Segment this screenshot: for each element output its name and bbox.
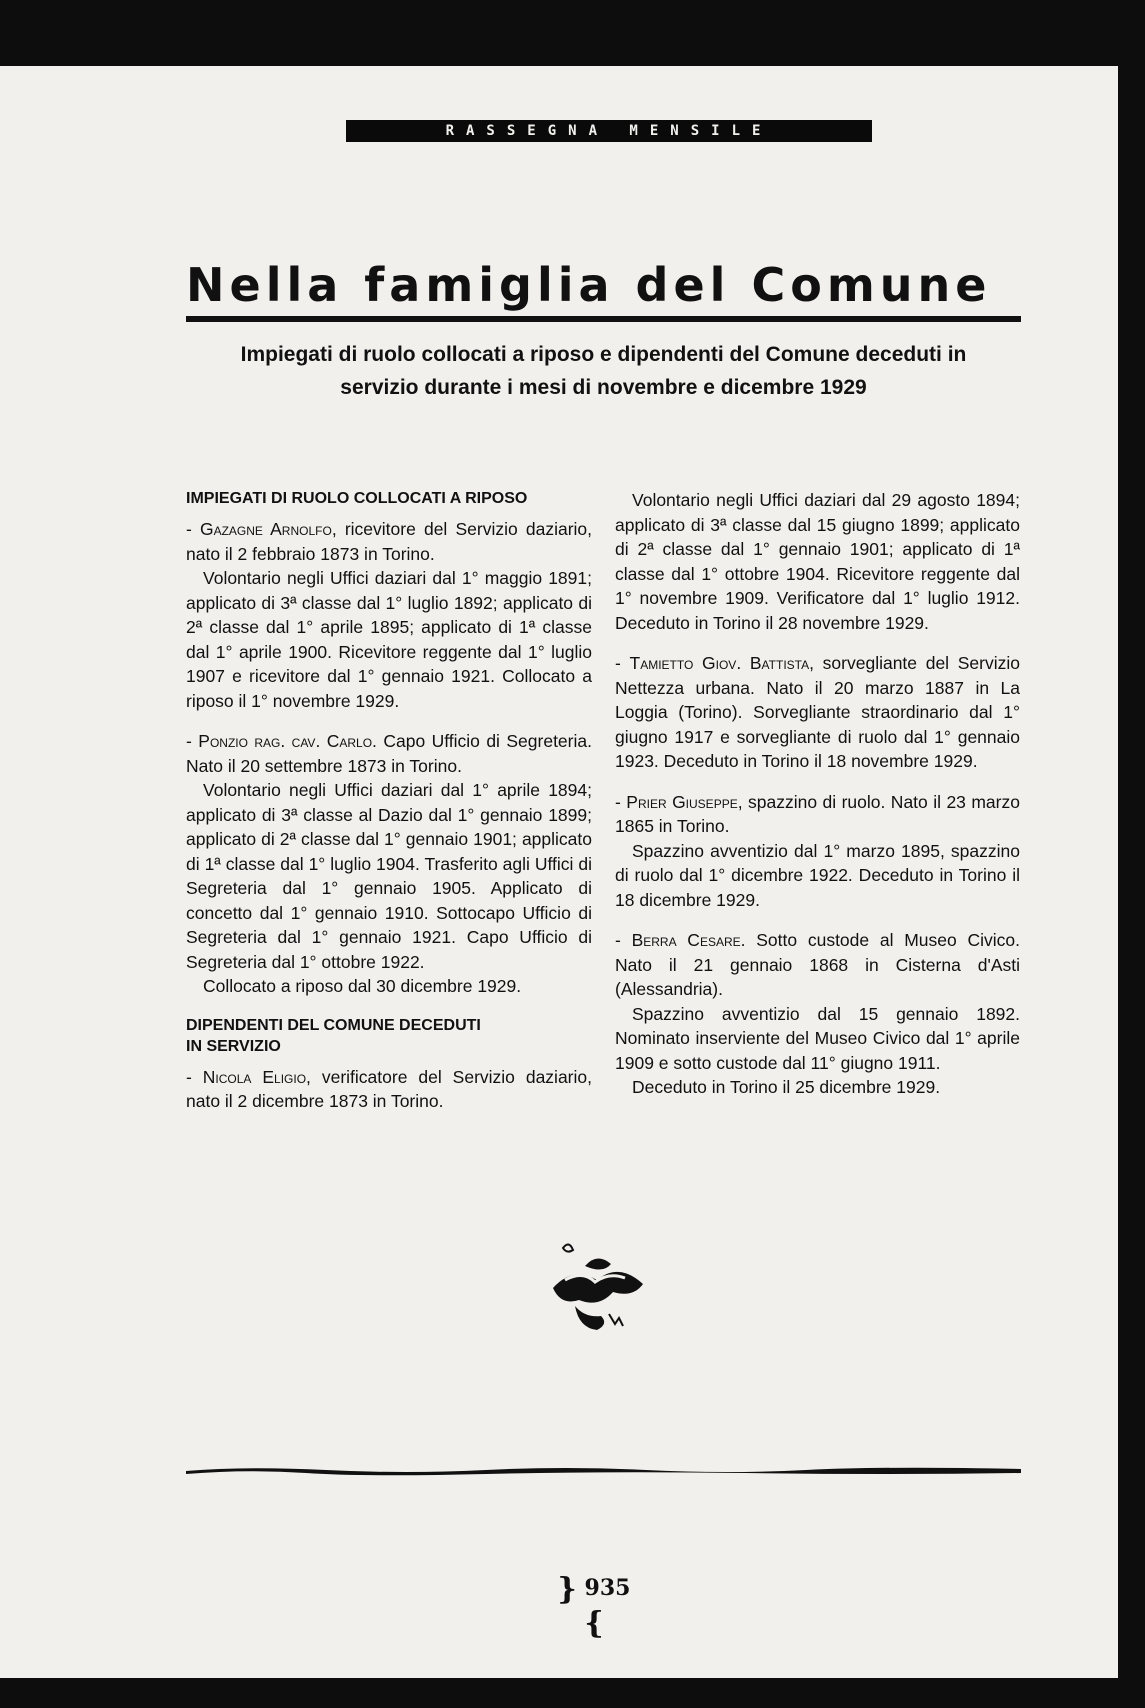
entry-name: Tamietto Giov. Battista [629, 653, 810, 673]
entry-berra: - Berra Cesare. Sotto custode al Museo Civico. Nato il 21 gennaio 1868 in Cisterna d'Asti (Alessandria). [615, 930, 1020, 999]
subtitle-line-2: servizio durante i mesi di novembre e dicembre 1929 [340, 376, 867, 399]
floral-ornament-icon [535, 1236, 655, 1346]
entry-gazagne-career: Volontario negli Uffici daziari dal 1° maggio 1891; applicato di 3ª classe dal 1° luglio 1892; applicato di 2ª classe dal 1° aprile 1895; applicato di 1ª classe dal 1° aprile 1900. Ricevitore reggente dal 1° luglio 1907 e ricevitore dal 1° gennaio 1921. Collocato a riposo il 1° novembre 1929. [186, 568, 592, 711]
right-column [615, 488, 1020, 1100]
entry-ponzio: - Ponzio rag. cav. Carlo. Capo Ufficio di Segreteria. Nato il 20 settembre 1873 in Torino. [186, 731, 592, 776]
entry-name: Gazagne Arnolfo [199, 519, 332, 539]
entry-name: Berra Cesare [631, 930, 741, 950]
entry-tamietto: - Tamietto Giov. Battista, sorvegliante del Servizio Nettezza urbana. Nato il 20 marzo 1887 in La Loggia (Torino). Sorvegliante straordinario dal 1° giugno 1917 e sorvegliante di ruolo dal 1° gennaio 1923. Deceduto in Torino il 18 novembre 1929. [615, 653, 1021, 771]
header-banner: RASSEGNA MENSILE [346, 120, 872, 142]
right-brace-icon: { [584, 1606, 604, 1641]
left-column [186, 488, 592, 1114]
entry-text: , sorvegliante del Servizio Nettezza urbana. Nato il 20 marzo 1887 in La Loggia (Torino). Sorvegliante straordinario dal 1° giugno 1917 e sorvegliante di ruolo dal 1° gennaio 1923. Deceduto in Torino il 18 novembre 1929. [615, 653, 1021, 771]
subtitle [186, 338, 1021, 404]
section-deceased-title-line-1: DIPENDENTI DEL COMUNE DECEDUTI [186, 1016, 481, 1034]
entry-nicola-career: Volontario negli Uffici daziari dal 29 agosto 1894; applicato di 3ª classe dal 15 giugno 1899; applicato di 2ª classe dal 1° gennaio 1901; applicato di 1ª classe dal 1° ottobre 1904. Ricevitore reggente dal 1° novembre 1909. Verificatore dal 1° luglio 1912. Deceduto in Torino il 28 novembre 1929. [615, 490, 1020, 633]
entry-name: Prier Giuseppe [626, 791, 738, 812]
entry-berra-career: Spazzino avventizio dal 15 gennaio 1892. Nominato inserviente del Museo Civico dal 1° aprile 1909 e sotto custode dal 11° giugno 1911. [615, 1003, 1020, 1073]
entry-prier: - Prier Giuseppe, spazzino di ruolo. Nato il 23 marzo 1865 in Torino. [615, 791, 1020, 836]
page-number [546, 1572, 642, 1640]
page-number-value: 935 [584, 1575, 631, 1601]
entry-text: . Capo Ufficio di Segreteria. Nato il 20 settembre 1873 in Torino. [186, 731, 592, 776]
entry-gazagne: - Gazagne Arnolfo, ricevitore del Servizio daziario, nato il 2 febbraio 1873 in Torino. [186, 519, 593, 564]
entry-text: , spazzino di ruolo. Nato il 23 marzo 1865 in Torino. [615, 791, 1020, 836]
entry-text: , verificatore del Servizio daziario, nato il 2 dicembre 1873 in Torino. [186, 1066, 592, 1111]
page-title: Nella famiglia del Comune [186, 258, 992, 312]
entry-name: Ponzio rag. cav. Carlo [198, 731, 373, 751]
page [0, 66, 1118, 1678]
section-deceased-title-line-2: IN SERVIZIO [186, 1037, 281, 1055]
left-brace-icon: } [557, 1572, 577, 1607]
entry-berra-death: Deceduto in Torino il 25 dicembre 1929. [632, 1077, 941, 1097]
title-underline [186, 316, 1021, 322]
entry-name: Nicola Eligio [202, 1066, 307, 1087]
entry-ponzio-career: Volontario negli Uffici daziari dal 1° aprile 1894; applicato di 3ª classe al Dazio dal 1° gennaio 1899; applicato di 2ª classe dal 1° gennaio 1901; applicato di 1ª classe dal 1° luglio 1904. Trasferito agli Uffici di Segreteria dal 1° gennaio 1905. Applicato di concetto dal 1° gennaio 1910. Sottocapo Ufficio di Segreteria dal 1° gennaio 1921. Capo Ufficio di Segreteria dal 1° ottobre 1922. [186, 780, 592, 972]
entry-prier-career: Spazzino avventizio dal 1° marzo 1895, spazzino di ruolo dal 1° dicembre 1922. Deceduto in Torino il 18 dicembre 1929. [615, 840, 1020, 910]
section-retired-title: IMPIEGATI DI RUOLO COLLOCATI A RIPOSO [186, 490, 528, 507]
bottom-divider [186, 1462, 1021, 1478]
entry-ponzio-retired: Collocato a riposo dal 30 dicembre 1929. [203, 976, 522, 996]
scan-right-border [1118, 0, 1145, 1708]
entry-text: . Sotto custode al Museo Civico. Nato il 21 gennaio 1868 in Cisterna d'Asti (Alessandria). [615, 930, 1020, 999]
section-deceased-title [186, 1015, 592, 1057]
subtitle-line-1: Impiegati di ruolo collocati a riposo e dipendenti del Comune deceduti in [240, 343, 967, 366]
scan-top-border [0, 0, 1145, 66]
scan-bottom-border [0, 1678, 1145, 1708]
entry-nicola: - Nicola Eligio, verificatore del Servizio daziario, nato il 2 dicembre 1873 in Torino. [186, 1066, 592, 1111]
entry-text: , ricevitore del Servizio daziario, nato il 2 febbraio 1873 in Torino. [186, 519, 593, 564]
